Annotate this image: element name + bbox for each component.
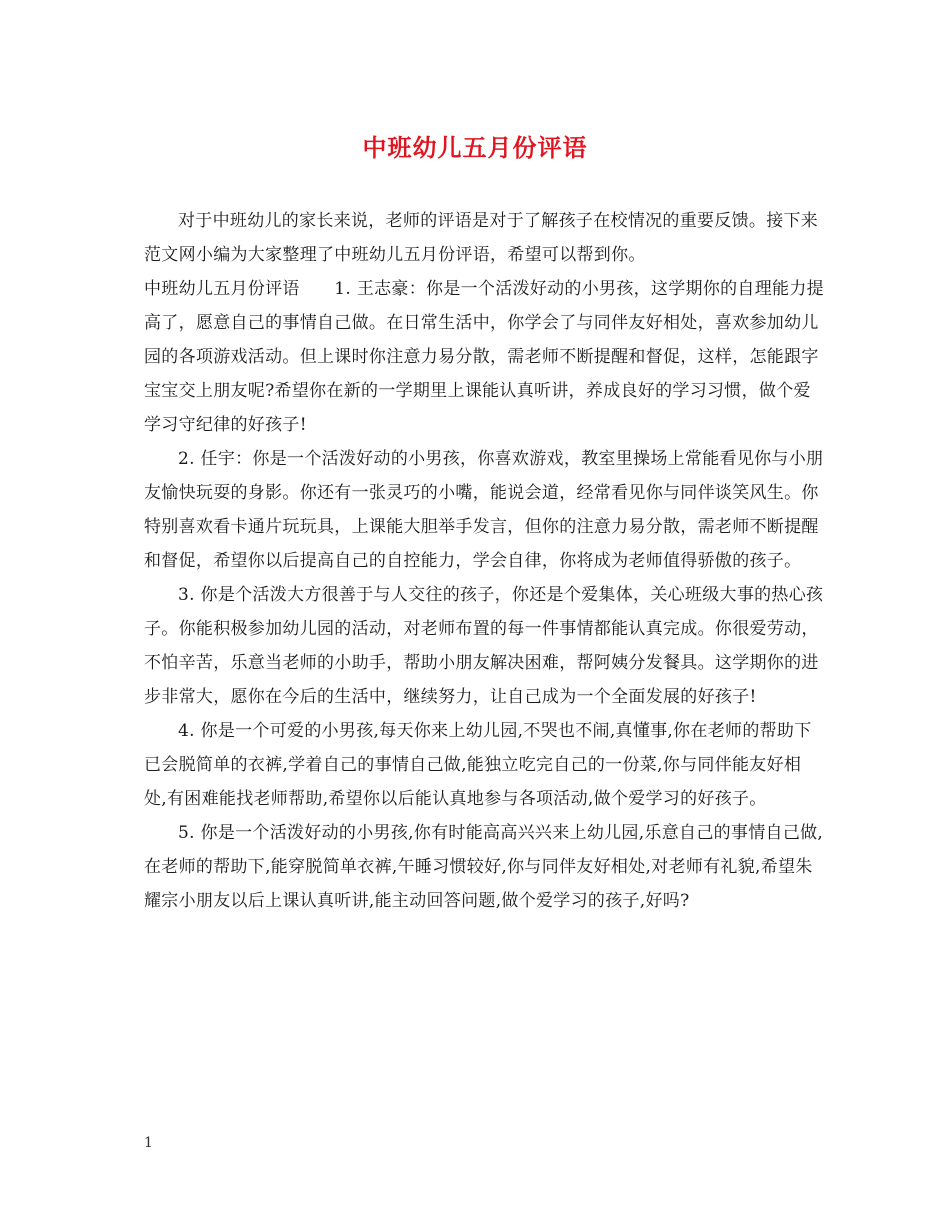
comment-paragraph-4: 4. 你是一个可爱的小男孩,每天你来上幼儿园,不哭也不闹,真懂事,你在老师的帮助下已会脱简单的衣裤,学着自己的事情自己做,能独立吃完自己的一份菜,你与同伴能友好相处,有困难能找老师帮助,希望你以后能认真地参与各项活动,做个爱学习的好孩子。	[144, 721, 812, 809]
intro-paragraph: 对于中班幼儿的家长来说，老师的评语是对于了解孩子在校情况的重要反馈。接下来范文网小编为大家整理了中班幼儿五月份评语，希望可以帮到你。	[144, 211, 819, 265]
comment-paragraph-1: 中班幼儿五月份评语 1. 王志豪：你是一个活泼好动的小男孩，这学期你的自理能力提高了，愿意自己的事情自己做。在日常生活中，你学会了与同伴友好相处，喜欢参加幼儿园的各项游戏活动。但上课时你注意力易分散，需老师不断提醒和督促，这样，怎能跟字宝宝交上朋友呢?希望你在新的一学期里上课能认真听讲，养成良好的学习习惯，做个爱学习守纪律的好孩子!	[144, 279, 824, 435]
comment-paragraph-5: 5. 你是一个活泼好动的小男孩,你有时能高高兴兴来上幼儿园,乐意自己的事情自己做,在老师的帮助下,能穿脱简单衣裤,午睡习惯较好,你与同伴友好相处,对老师有礼貌,希望朱耀宗小朋友以后上课认真听讲,能主动回答问题,做个爱学习的孩子,好吗?	[144, 823, 824, 911]
document-body	[144, 204, 824, 918]
comment-paragraph-2: 2. 任宇：你是一个活泼好动的小男孩，你喜欢游戏，教室里操场上常能看见你与小朋友愉快玩耍的身影。你还有一张灵巧的小嘴，能说会道，经常看见你与同伴谈笑风生。你特别喜欢看卡通片玩玩具，上课能大胆举手发言，但你的注意力易分散，需老师不断提醒和督促，希望你以后提高自己的自控能力，学会自律，你将成为老师值得骄傲的孩子。	[144, 449, 824, 571]
page-number: 1	[144, 1135, 153, 1151]
document-title: 中班幼儿五月份评语	[362, 133, 588, 162]
comment-paragraph-3: 3. 你是个活泼大方很善于与人交往的孩子，你还是个爱集体，关心班级大事的热心孩子。你能积极参加幼儿园的活动，对老师布置的每一件事情都能认真完成。你很爱劳动，不怕辛苦，乐意当老师的小助手，帮助小朋友解决困难，帮阿姨分发餐具。这学期你的进步非常大，愿你在今后的生活中，继续努力，让自己成为一个全面发展的好孩子!	[144, 585, 824, 707]
